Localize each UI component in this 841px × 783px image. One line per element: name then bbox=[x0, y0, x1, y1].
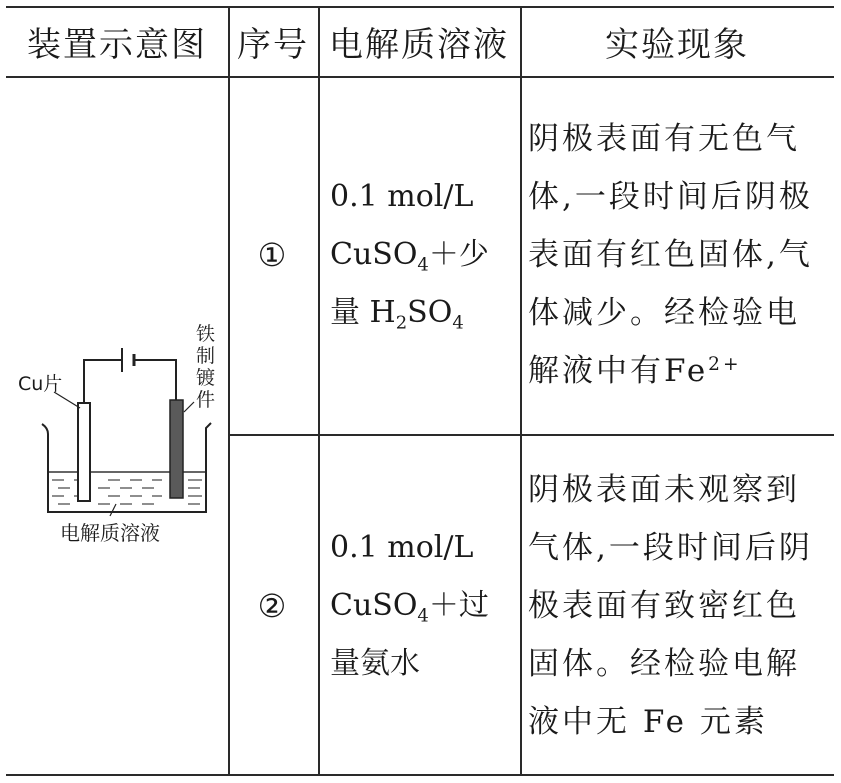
phenomenon-line: 气体,一段时间后阴 bbox=[528, 530, 813, 566]
electrolysis-apparatus-diagram bbox=[12, 320, 222, 520]
iron-label-char: 铁 bbox=[196, 323, 216, 345]
col-divider-3 bbox=[520, 6, 522, 776]
electrolyte-label-leader bbox=[110, 504, 116, 516]
phenomenon-line: 极表面有致密红色 bbox=[528, 588, 800, 624]
col-divider-2 bbox=[318, 6, 320, 776]
header-bottom-border bbox=[6, 76, 834, 78]
phenomenon-line: 解液中有$Fe^{2+}$ bbox=[528, 353, 742, 389]
row-2-phenomenon bbox=[528, 461, 824, 751]
header-index: 序号 bbox=[237, 24, 309, 65]
solution-formula: CuSO$_4$＋过 bbox=[330, 588, 489, 627]
phenomenon-line: 表面有红色固体,气 bbox=[528, 237, 813, 273]
iron-label-leader bbox=[184, 402, 194, 412]
table-bottom-border bbox=[6, 774, 834, 776]
solution-concentration: 0.1 mol/L bbox=[330, 179, 474, 214]
electrolyte-label: 电解质溶液 bbox=[60, 521, 160, 545]
phenomenon-line: 阴极表面有无色气 bbox=[528, 121, 800, 157]
header-diagram: 装置示意图 bbox=[27, 24, 207, 65]
solution-additive: 量 $H_2SO_4$ bbox=[330, 295, 464, 334]
phenomenon-line: 液中无 Fe 元素 bbox=[528, 704, 768, 740]
beaker bbox=[42, 423, 211, 512]
phenomenon-line: 体,一段时间后阴极 bbox=[528, 179, 813, 215]
wire bbox=[134, 360, 176, 400]
wire bbox=[84, 360, 122, 403]
col-divider-1 bbox=[228, 6, 230, 776]
solution-additive: 量氨水 bbox=[330, 646, 420, 681]
row-index-1: ① bbox=[257, 236, 287, 274]
row-1-solution bbox=[330, 168, 520, 342]
iron-label-char: 件 bbox=[196, 389, 216, 411]
iron-label-char: 制 bbox=[196, 345, 216, 367]
phenomenon-line: 体减少。经检验电 bbox=[528, 295, 800, 331]
cu-plate-label: Cu片 bbox=[18, 373, 63, 395]
row-2-solution bbox=[330, 519, 520, 693]
row-index-2: ② bbox=[257, 587, 287, 625]
phenomenon-line: 阴极表面未观察到 bbox=[528, 472, 800, 508]
iron-plated-part bbox=[170, 400, 183, 498]
solution-concentration: 0.1 mol/L bbox=[330, 530, 474, 565]
phenomenon-line: 固体。经检验电解 bbox=[528, 646, 800, 682]
header-phenomenon: 实验现象 bbox=[605, 24, 749, 65]
cu-plate bbox=[78, 403, 90, 501]
iron-label-char: 镀 bbox=[196, 367, 216, 389]
row-1-phenomenon bbox=[528, 110, 824, 400]
header-solution: 电解质溶液 bbox=[329, 24, 509, 65]
solution-formula: CuSO$_4$＋少 bbox=[330, 237, 489, 276]
